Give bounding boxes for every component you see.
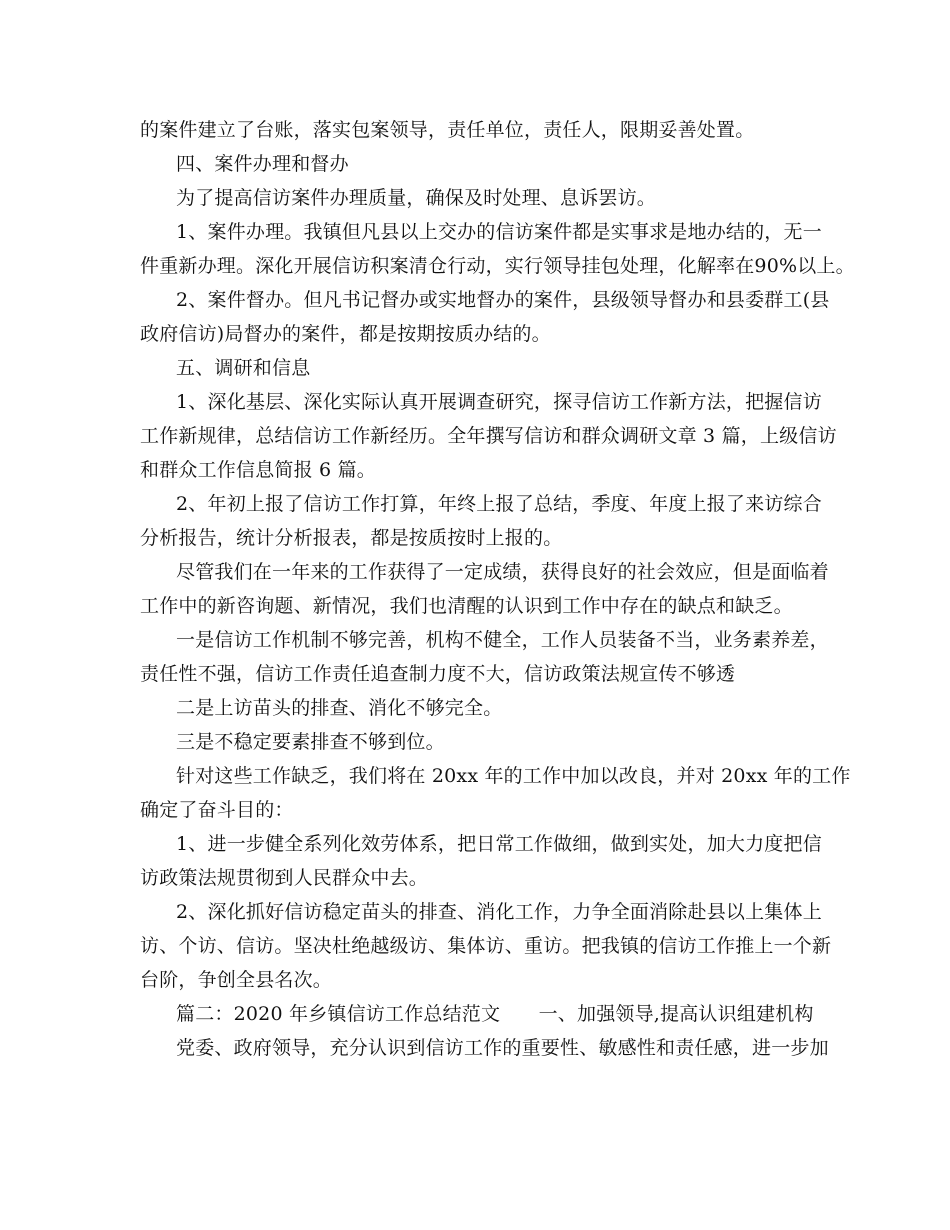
text-line: 一是信访工作机制不够完善，机构不健全，工作人员装备不当，业务素养差，: [176, 629, 829, 651]
text-line: 分析报告，统计分析报表，都是按质按时上报的。: [140, 527, 563, 549]
text-line: 为了提高信访案件办理质量，确保及时处理、息诉罢访。: [176, 187, 657, 209]
text-line: 工作中的新咨询题、新情况，我们也清醒的认识到工作中存在的缺点和缺乏。: [140, 595, 793, 617]
text-line: 1、进一步健全系列化效劳体系，把日常工作做细，做到实处，加大力度把信: [176, 833, 822, 855]
text-line: 责任性不强，信访工作责任追查制力度不大，信访政策法规宣传不够透: [140, 663, 736, 685]
text-line: 针对这些工作缺乏，我们将在 20xx 年的工作中加以改良，并对 20xx 年的工作: [176, 765, 851, 787]
text-line: 1、案件办理。我镇但凡县以上交办的信访案件都是实事求是地办结的，无一: [176, 221, 822, 243]
text-line: 四、案件办理和督办: [176, 153, 349, 175]
document-body: [140, 113, 855, 1065]
text-line: 访、个访、信访。坚决杜绝越级访、集体访、重访。把我镇的信访工作推上一个新: [140, 935, 832, 957]
text-line: 篇二：2020 年乡镇信访工作总结范文 一、加强领导,提高认识组建机构: [176, 1003, 814, 1025]
text-line: 访政策法规贯彻到人民群众中去。: [140, 867, 429, 889]
text-line: 件重新办理。深化开展信访积案清仓行动，实行领导挂包处理，化解率在90%以上。: [140, 255, 855, 277]
text-line: 确定了奋斗目的：: [140, 799, 294, 821]
text-line: 2、深化抓好信访稳定苗头的排查、消化工作，力争全面消除赴县以上集体上: [176, 901, 822, 923]
text-line: 的案件建立了台账，落实包案领导，责任单位，责任人，限期妥善处置。: [140, 119, 755, 141]
text-line: 和群众工作信息简报 6 篇。: [140, 459, 376, 481]
text-line: 二是上访苗头的排查、消化不够完全。: [176, 697, 503, 719]
text-line: 尽管我们在一年来的工作获得了一定成绩，获得良好的社会效应，但是面临着: [176, 561, 829, 583]
text-line: 台阶，争创全县名次。: [140, 969, 333, 991]
text-line: 三是不稳定要素排查不够到位。: [176, 731, 445, 753]
text-line: 2、案件督办。但凡书记督办或实地督办的案件，县级领导督办和县委群工(县: [176, 289, 830, 311]
text-line: 政府信访)局督办的案件，都是按期按质办结的。: [140, 323, 551, 345]
text-line: 党委、政府领导，充分认识到信访工作的重要性、敏感性和责任感，进一步加: [176, 1037, 829, 1059]
text-line: 1、深化基层、深化实际认真开展调查研究，探寻信访工作新方法，把握信访: [176, 391, 822, 413]
text-line: 工作新规律，总结信访工作新经历。全年撰写信访和群众调研文章 3 篇，上级信访: [140, 425, 837, 447]
text-line: 2、年初上报了信访工作打算，年终上报了总结，季度、年度上报了来访综合: [176, 493, 822, 515]
text-line: 五、调研和信息: [176, 357, 311, 379]
